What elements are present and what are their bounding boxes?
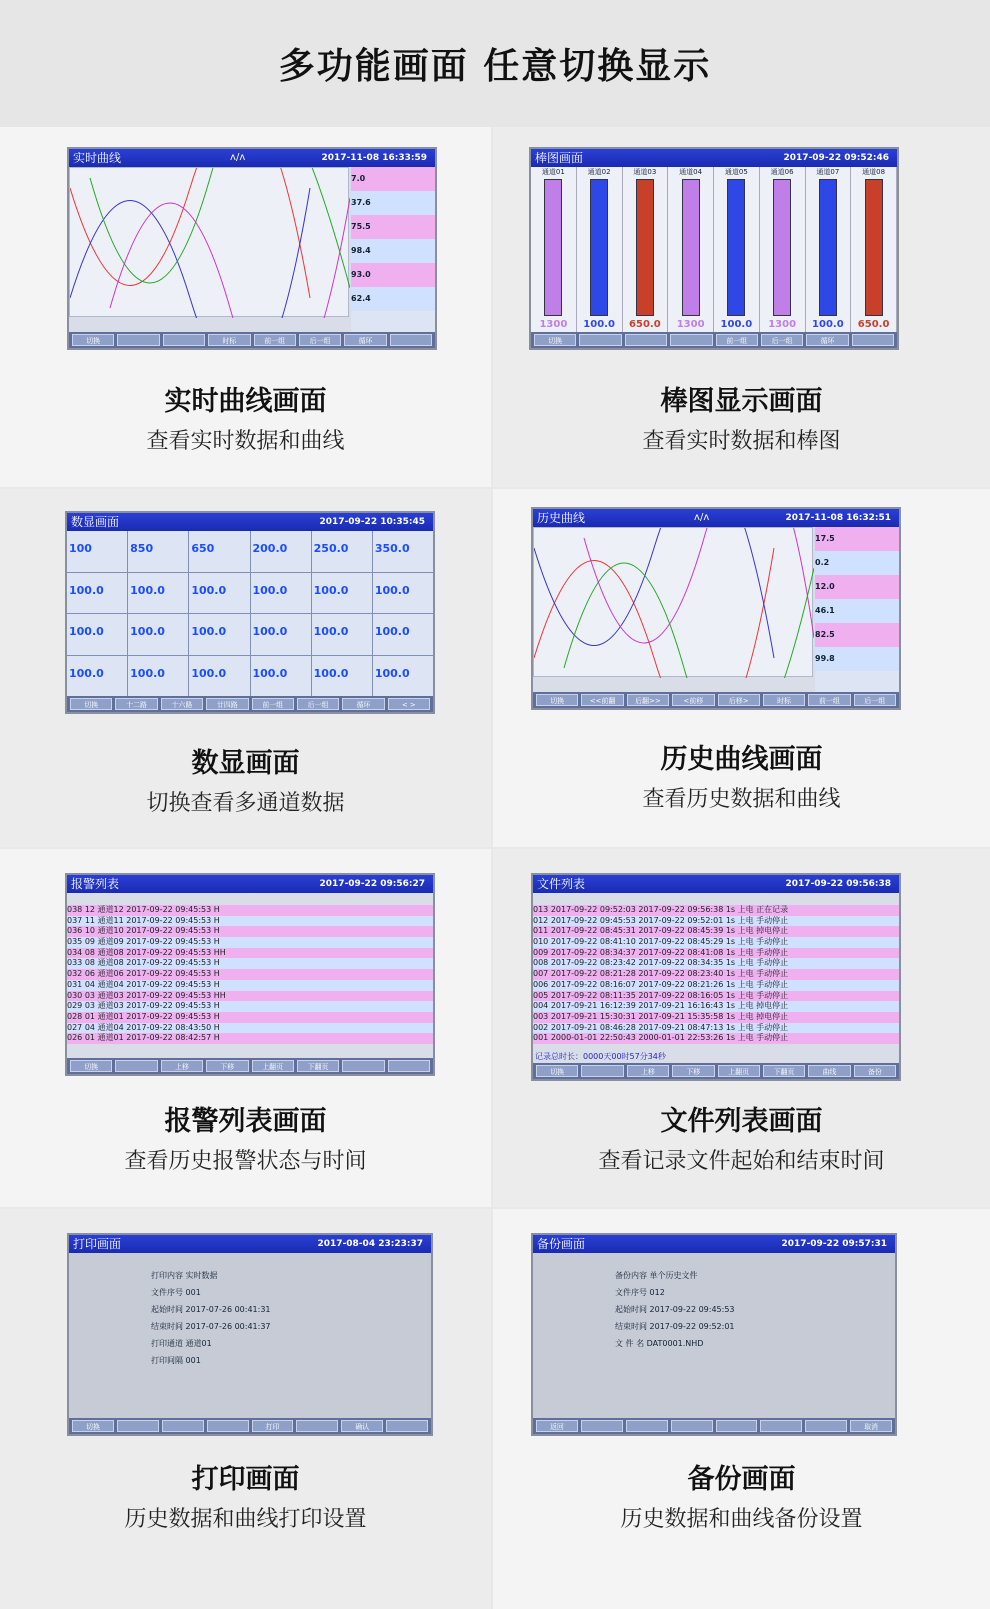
screen-time: 2017-08-04 23:23:37 [317,1239,423,1249]
caption: 打印画面 历史数据和曲线打印设置 [124,1464,367,1532]
screen-time: 2017-11-08 16:32:51 [785,513,891,523]
fn-button[interactable]: 循环 [806,334,848,346]
panel-digital [0,489,491,847]
alarm-row: 038 12 通道12 2017-09-22 09:45:53 H [67,905,433,916]
panel-history [493,489,990,847]
bar-channel-label: 通道04 [679,168,703,176]
print-field: 结束时间 2017-07-26 00:41:37 [151,1322,271,1331]
fn-button[interactable]: 后一组 [297,698,339,710]
digital-cell [128,531,188,572]
digital-cell [251,531,311,572]
digital-cell [312,614,372,655]
caption: 棒图显示画面 查看实时数据和棒图 [642,386,841,454]
function-bar [533,1418,895,1434]
fn-button[interactable]: 前一组 [716,334,758,346]
screen-title: 数显画面 [71,515,120,529]
fn-button[interactable]: 后翻>> [627,694,669,706]
digital-screen[interactable] [65,511,435,714]
alarm-screen[interactable] [65,873,435,1076]
digital-cell [373,531,433,572]
fn-button[interactable]: 循环 [344,334,386,346]
fn-button[interactable]: 切换 [536,694,578,706]
fn-button[interactable]: 后移> [718,694,760,706]
fn-button[interactable]: 前一组 [808,694,850,706]
digital-value: 100.0 [313,583,349,597]
fn-button[interactable] [117,1420,159,1432]
digital-value: 350.0 [374,542,410,555]
backup-field: 起始时间 2017-09-22 09:45:53 [615,1305,735,1314]
digital-cell [189,531,249,572]
fn-button[interactable]: 切换 [70,1060,112,1072]
caption: 备份画面 历史数据和曲线备份设置 [620,1464,863,1532]
bar-value: 100.0 [812,319,844,330]
digital-cell [128,614,188,655]
alarm-row: 032 06 通道06 2017-09-22 09:45:53 H [67,969,433,980]
bar-fill [819,179,837,316]
fn-button[interactable] [115,1060,157,1072]
bar-area [531,167,897,332]
panel-files [493,849,990,1207]
fn-button[interactable] [388,1060,430,1072]
digital-value: 100.0 [252,666,288,680]
digital-cell [67,614,127,655]
caption: 实时曲线画面 查看实时数据和曲线 [146,386,345,454]
print-field: 打印通道 通道01 [151,1339,212,1348]
fn-button[interactable] [670,334,712,346]
fn-button[interactable]: 前一组 [252,698,294,710]
digital-cell [373,656,433,697]
fn-button[interactable]: 切换 [534,334,576,346]
fn-button[interactable]: 十六路 [161,698,203,710]
fn-button[interactable] [581,1420,623,1432]
function-bar [531,332,897,348]
file-row: 008 2017-09-22 08:23:42 2017-09-22 08:34:35 1s 上电 手动停止 [533,958,899,969]
print-field: 起始时间 2017-07-26 00:41:31 [151,1305,271,1314]
digital-value: 100.0 [191,666,227,680]
screen-title: 打印画面 [73,1237,122,1251]
file-row: 013 2017-09-22 09:52:03 2017-09-22 09:56:38 1s 上电 正在记录 [533,905,899,916]
fn-button[interactable]: 备份 [854,1065,896,1077]
alarm-list [67,905,433,1044]
files-screen[interactable] [531,873,901,1081]
bar-fill [636,179,654,316]
fn-button[interactable] [716,1420,758,1432]
print-field: 文件序号 001 [151,1288,201,1297]
panel-alarm [0,849,491,1207]
file-row: 006 2017-09-22 08:16:07 2017-09-22 08:21:26 1s 上电 手动停止 [533,980,899,991]
digital-value: 200.0 [252,542,288,555]
fn-button[interactable]: 切换 [72,334,114,346]
bar-screen[interactable] [529,147,899,350]
screen-time: 2017-09-22 09:52:46 [783,153,889,163]
digital-cell [67,531,127,572]
caption: 数显画面 切换查看多通道数据 [146,748,345,816]
curve-area [69,167,349,317]
fn-button[interactable] [386,1420,428,1432]
screen-time: 2017-09-22 09:56:38 [785,879,891,889]
fn-button[interactable]: 切换 [70,698,112,710]
digital-cell [373,573,433,614]
backup-field: 备份内容 单个历史文件 [615,1271,698,1280]
bar-value: 650.0 [857,319,890,330]
digital-value: 100.0 [374,583,410,597]
bar-fill [865,179,883,316]
digital-value: 100.0 [252,583,288,597]
backup-field: 文件序号 012 [615,1288,665,1297]
fn-button[interactable]: 后一组 [299,334,341,346]
digital-value: 850 [130,542,154,555]
digital-value: 100.0 [130,625,165,638]
fn-button[interactable] [625,334,667,346]
fn-button[interactable]: 上移 [161,1060,203,1072]
digital-value: 100.0 [252,625,288,638]
bar-channel [806,167,852,332]
caption: 文件列表画面 查看记录文件起始和结束时间 [598,1106,885,1174]
digital-value: 100.0 [69,625,104,638]
file-row: 005 2017-09-22 08:11:35 2017-09-22 08:16:05 1s 上电 手动停止 [533,991,899,1002]
digital-cell [251,656,311,697]
screen-title: 历史曲线 [537,511,586,525]
fn-button[interactable]: <<前翻 [581,694,623,706]
function-bar [69,332,435,348]
bar-value: 100.0 [583,319,615,330]
fn-button[interactable]: 上翻页 [718,1065,760,1077]
alarm-row: 035 09 通道09 2017-09-22 09:45:53 H [67,937,433,948]
bar-channel [623,167,669,332]
alarm-row: 030 03 通道03 2017-09-22 09:45:53 HH [67,991,433,1002]
bar-channel-label: 通道03 [633,168,657,176]
bar-fill [773,179,791,316]
digital-cell [67,656,127,697]
backup-screen[interactable] [531,1233,897,1436]
page-title: 多功能画面 任意切换显示 [278,46,712,87]
panel-realtime [0,127,491,487]
fn-button[interactable]: 下移 [206,1060,248,1072]
caption: 报警列表画面 查看历史报警状态与时间 [124,1106,367,1174]
file-row: 002 2017-09-21 08:46:28 2017-09-21 08:47:13 1s 上电 手动停止 [533,1023,899,1034]
bar-value: 650.0 [629,319,661,330]
alarm-row: 028 01 通道01 2017-09-22 09:45:53 H [67,1012,433,1023]
screen-title: 报警列表 [71,877,120,891]
fn-button[interactable]: 取消 [850,1420,892,1432]
print-settings [151,1267,271,1369]
alarm-row: 037 11 通道11 2017-09-22 09:45:53 H [67,916,433,927]
print-field: 打印间隔 001 [151,1356,201,1365]
screen-title: 棒图画面 [535,151,584,165]
fn-button[interactable]: 曲线 [808,1065,850,1077]
curve-lines [70,168,350,318]
digital-value: 100.0 [191,583,227,597]
bar-fill [727,179,745,316]
fn-button[interactable]: 时标 [763,694,805,706]
digital-cell [128,573,188,614]
digital-value: 100.0 [130,583,165,597]
bar-channel-label: 通道02 [587,168,611,176]
alarm-row: 033 08 通道08 2017-09-22 09:45:53 H [67,958,433,969]
digital-cell [67,573,127,614]
print-screen[interactable] [67,1233,433,1436]
digital-value: 100.0 [69,583,104,597]
backup-field: 文 件 名 DAT0001.NHD [615,1339,704,1348]
backup-settings [615,1267,735,1352]
digital-grid [67,531,433,696]
function-bar [67,696,433,712]
print-field: 打印内容 实时数据 [151,1271,218,1280]
screen-time: 2017-09-22 09:56:27 [319,879,425,889]
panel-print [0,1209,491,1609]
digital-value: 100.0 [374,625,410,638]
alarm-row: 027 04 通道04 2017-09-22 08:43:50 H [67,1023,433,1034]
digital-cell [189,614,249,655]
fn-button[interactable] [342,1060,384,1072]
file-row: 012 2017-09-22 09:45:53 2017-09-22 09:52:01 1s 上电 手动停止 [533,916,899,927]
fn-button[interactable] [296,1420,338,1432]
screen-title: 备份画面 [537,1237,586,1251]
function-bar [69,1418,431,1434]
fn-button[interactable]: 前一组 [254,334,296,346]
bar-channel-label: 通道05 [724,168,748,176]
bar-value: 1300 [539,319,568,330]
digital-value: 100.0 [130,666,165,680]
bar-channel [668,167,714,332]
bar-fill [590,179,608,316]
backup-field: 结束时间 2017-09-22 09:52:01 [615,1322,735,1331]
screen-title: 文件列表 [537,877,586,891]
fn-button[interactable]: 切换 [72,1420,114,1432]
file-row: 003 2017-09-21 15:30:31 2017-09-21 15:35:58 1s 上电 掉电停止 [533,1012,899,1023]
record-duration: 记录总时长：0000天00时57分34秒 [535,1052,666,1061]
digital-value: 100.0 [313,666,349,680]
fn-button[interactable]: 切换 [536,1065,578,1077]
fn-button[interactable]: 时标 [208,334,250,346]
fn-button[interactable] [390,334,432,346]
file-row: 001 2000-01-01 22:50:43 2000-01-01 22:53:26 1s 上电 手动停止 [533,1033,899,1044]
bar-value: 1300 [676,319,705,330]
digital-cell [373,614,433,655]
digital-value: 650 [191,542,215,555]
fn-button[interactable]: 下翻页 [297,1060,339,1072]
digital-cell [312,656,372,697]
fn-button[interactable]: 上翻页 [252,1060,294,1072]
file-row: 011 2017-09-22 08:45:31 2017-09-22 08:45:39 1s 上电 掉电停止 [533,926,899,937]
fn-button[interactable] [162,1420,204,1432]
history-values: 17.5 0.2 12.0 46.1 82.5 99.8 [815,527,899,692]
logo-icon: ʌ/ʌ [230,152,246,163]
fn-button[interactable]: 下移 [672,1065,714,1077]
digital-cell [251,573,311,614]
bar-channel [531,167,577,332]
bar-channel [851,167,897,332]
fn-button[interactable] [626,1420,668,1432]
fn-button[interactable] [579,334,621,346]
fn-button[interactable]: <前移 [672,694,714,706]
digital-value: 100.0 [191,625,227,638]
file-row: 010 2017-09-22 08:41:10 2017-09-22 08:45:29 1s 上电 手动停止 [533,937,899,948]
digital-value: 100.0 [374,666,410,680]
digital-value: 250.0 [313,542,349,555]
function-bar [533,692,899,708]
alarm-row: 034 08 通道08 2017-09-22 09:45:53 HH [67,948,433,959]
fn-button[interactable]: 确认 [341,1420,383,1432]
fn-button[interactable]: 廿四路 [206,698,248,710]
bar-value: 1300 [768,319,797,330]
alarm-row: 031 04 通道04 2017-09-22 09:45:53 H [67,980,433,991]
alarm-row: 026 01 通道01 2017-09-22 08:42:57 H [67,1033,433,1044]
realtime-values: 7.0 37.6 75.5 98.4 93.0 62.4 [351,167,435,332]
digital-cell [312,531,372,572]
fn-button[interactable]: 后一组 [761,334,803,346]
caption: 历史曲线画面 查看历史数据和曲线 [642,744,841,812]
bar-fill [544,179,562,316]
fn-button[interactable] [163,334,205,346]
page-header [0,0,990,127]
fn-button[interactable]: < > [388,698,430,710]
panel-bar [493,127,990,487]
file-row: 009 2017-09-22 08:34:37 2017-09-22 08:41:08 1s 上电 手动停止 [533,948,899,959]
fn-button[interactable]: 后一组 [854,694,896,706]
bar-fill [682,179,700,316]
digital-value: 100.0 [69,666,104,680]
bar-channel-label: 通道07 [816,168,840,176]
bar-channel [760,167,806,332]
fn-button[interactable] [805,1420,847,1432]
digital-value: 100 [69,542,92,555]
file-row: 004 2017-09-21 16:12:39 2017-09-21 16:16:43 1s 上电 掉电停止 [533,1001,899,1012]
realtime-screen[interactable] [67,147,437,350]
digital-cell [189,573,249,614]
function-bar [533,1063,899,1079]
screen-time: 2017-09-22 09:57:31 [781,1239,887,1249]
file-list [533,905,899,1044]
fn-button[interactable]: 上移 [627,1065,669,1077]
fn-button[interactable]: 十二路 [115,698,157,710]
digital-value: 100.0 [313,625,349,638]
history-screen[interactable] [531,507,901,710]
digital-cell [251,614,311,655]
bar-channel-label: 通道08 [862,168,886,176]
bar-value: 100.0 [720,319,753,330]
panel-backup [493,1209,990,1609]
fn-button[interactable] [207,1420,249,1432]
fn-button[interactable] [117,334,159,346]
bar-channel-label: 通道06 [770,168,794,176]
digital-cell [128,656,188,697]
bar-channel [714,167,760,332]
curve-area [533,527,813,677]
digital-cell [312,573,372,614]
fn-button[interactable] [581,1065,623,1077]
bar-channel-label: 通道01 [541,168,565,176]
alarm-row: 029 03 通道03 2017-09-22 09:45:53 H [67,1001,433,1012]
fn-button[interactable]: 下翻页 [763,1065,805,1077]
file-row: 007 2017-09-22 08:21:28 2017-09-22 08:23:40 1s 上电 手动停止 [533,969,899,980]
fn-button[interactable] [852,334,894,346]
function-bar [67,1058,433,1074]
fn-button[interactable] [671,1420,713,1432]
screen-time: 2017-11-08 16:33:59 [321,153,427,163]
screen-title: 实时曲线 [73,151,122,165]
fn-button[interactable]: 循环 [342,698,384,710]
bar-channel [577,167,623,332]
fn-button[interactable]: 返回 [536,1420,578,1432]
fn-button[interactable]: 打印 [252,1420,294,1432]
digital-cell [189,656,249,697]
screen-time: 2017-09-22 10:35:45 [319,517,425,527]
curve-lines [534,528,814,678]
logo-icon: ʌ/ʌ [694,512,710,523]
alarm-row: 036 10 通道10 2017-09-22 09:45:53 H [67,926,433,937]
fn-button[interactable] [760,1420,802,1432]
